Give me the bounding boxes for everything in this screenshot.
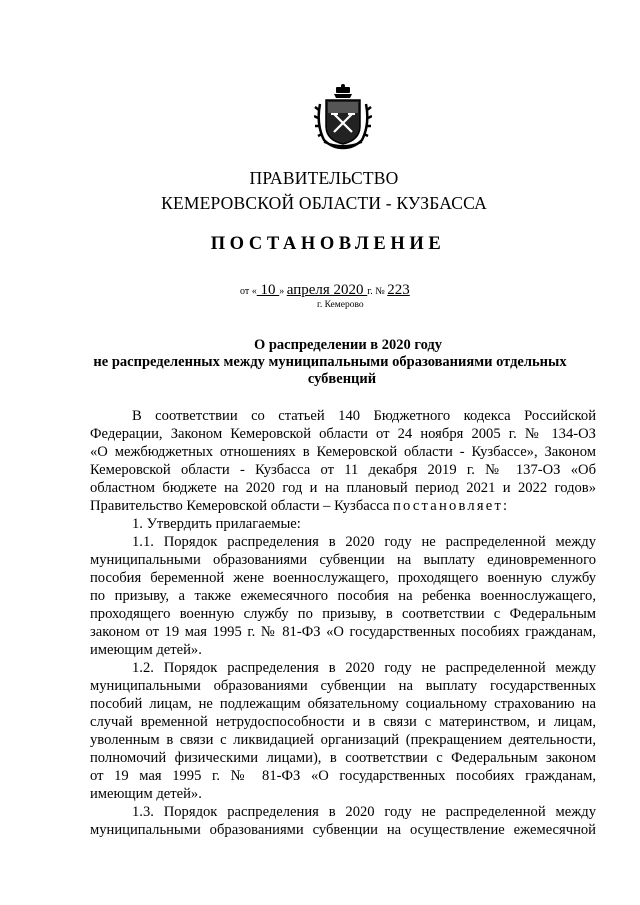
subject-line1: О распределении в 2020 году [253, 337, 443, 353]
body-line: 1.3. Порядок распределения в 2020 году не распределенной между [132, 804, 596, 820]
body-line [90, 497, 596, 515]
government-name-line1: ПРАВИТЕЛЬСТВО [249, 168, 399, 188]
document-number: 223 [387, 282, 410, 298]
body-line: законом от 19 мая 1995 г. № 81-ФЗ «О государственных пособиях гражданам, [90, 624, 596, 640]
body-line: муниципальными образованиями субвенции на осуществление ежемесячной [90, 822, 596, 838]
city-name: г. Кемерово [317, 300, 364, 310]
body-text: Правительство Кемеровской области – Кузбасса [90, 498, 393, 514]
date-suffix: г. № [367, 286, 388, 297]
document-type-title: ПОСТАНОВЛЕНИЕ [210, 234, 446, 254]
body-line: 1.2. Порядок распределения в 2020 году не распределенной между [132, 660, 596, 676]
body-line: проходящего военную службу по призыву, в соответствии с Федеральным [90, 606, 596, 622]
date-mid: » [279, 286, 287, 297]
date-day: 10 [256, 282, 280, 298]
body-line: В соответствии со статьей 140 Бюджетного кодекса Российской [132, 408, 596, 424]
crown-icon [334, 84, 352, 98]
subject-line2: не распределенных между муниципальными образованиями отдельных [93, 354, 567, 370]
body-line: областном бюджете на 2020 год и на плановый период 2021 и 2022 годов» [90, 480, 596, 496]
body-line: уволенным в связи с ликвидацией организаций (прекращением деятельности, [90, 732, 596, 748]
subject-line3: субвенций [307, 371, 377, 387]
date-prefix: от « [240, 286, 257, 297]
body-line: муниципальными образованиями субвенции на выплату единовременного [90, 552, 596, 568]
government-name-line2: КЕМЕРОВСКОЙ ОБЛАСТИ - КУЗБАССА [161, 193, 487, 213]
body-line: полномочий физическими лицами), в соответствии с Федеральным законом [90, 750, 596, 766]
body-line: 1.1. Порядок распределения в 2020 году не распределенной между [132, 534, 596, 550]
body-line: «О межбюджетных отношениях в Кемеровской области - Кузбассе», Законом [90, 444, 596, 460]
resolution-verb: постановляет: [392, 498, 510, 514]
body-line: 1. Утвердить прилагаемые: [132, 516, 301, 532]
body-line: Кемеровской области - Кузбасса от 11 декабря 2019 г. № 137-ОЗ «Об [90, 462, 596, 478]
body-line: случай временной нетрудоспособности и в связи с материнством, и лицам, [90, 714, 596, 730]
body-line: пособий лицам, не подлежащим обязательному социальному страхованию на [90, 696, 596, 712]
body-line: пособия беременной жене военнослужащего, проходящего военную службу [90, 570, 596, 586]
body-line: по призыву, а также ежемесячного пособия на ребенка военнослужащего, [90, 588, 596, 604]
date-line [240, 282, 410, 299]
body-line: имеющим детей». [90, 786, 202, 802]
coat-of-arms-icon [314, 84, 372, 150]
body-line: от 19 мая 1995 г. № 81-ФЗ «О государственных пособиях гражданам, [90, 768, 596, 784]
date-month-year: апреля 2020 [286, 282, 368, 298]
body-line: Федерации, Законом Кемеровской области от 24 ноября 2005 г. № 134-ОЗ [90, 426, 596, 442]
body-line: имеющим детей». [90, 642, 202, 658]
body-line: муниципальными образованиями субвенции на выплату государственных [90, 678, 596, 694]
